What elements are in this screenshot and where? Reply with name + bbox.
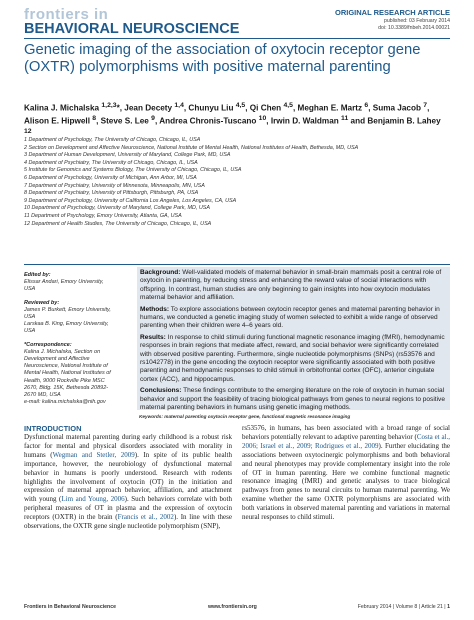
editorial-sidebar [24,272,116,412]
footer-website-link[interactable]: www.frontiersin.org [208,604,257,610]
journal-name: BEHAVIORAL NEUROSCIENCE [24,21,240,37]
reviewed-by-heading: Reviewed by: [24,299,60,306]
conclusions-label: Conclusions: [140,387,182,395]
correspondence-details: Kalina J. Michalska, Section on Development and Affective Neuroscience, National Institute of Mental Health, National Institutes of Health, 9000 Rockville Pike MSC 2670, Bldg. 15K, Bethesda 20892-2670 MD, USA e-mail: kalina.michalska@nih.gov [24,348,111,406]
footer-issue-info [358,604,450,610]
keywords-label: Keywords: [139,414,163,419]
body-text: rs53576, in humans, has been associated with a broad range of social behaviors potentially relevant to adaptive parenting behavior ( [242,424,450,441]
body-text: ). Further elucidating the associations between oxytocinergic polymorphisms and both behavioral and neural phenotypes may provide complementary insight into the role of OT in human parenting. Here we combine functional magnetic resonance imaging (fMRI) and genetic analyses to trace biological pathways from genes to neural circuits to human maternal parenting. We examine whether the same OXTR polymorphisms are associated with both variations in observed maternal parenting and variations in maternal neural responses to child stimuli. [242,441,450,522]
citation-link[interactable]: Costa et al., 2006; Israel et al., 2009; Rodrigues et al., 2009 [242,432,450,450]
body-text: Dysfunctional maternal parenting during early childhood is a robust risk factor for mental and physical disorders associated with morality in humans ( [24,433,232,459]
affiliation: 7 Department of Psychiatry, University of Minnesota, Minneapolis, MN, USA [24,182,205,189]
header-rule [24,38,450,39]
affiliation: 2 Section on Development and Affective Neuroscience, National Institute of Mental Health, National Institutes of Health, Bethesda, MD, USA [24,144,359,151]
doi: doi: 10.3389/fnbeh.2014.00021 [378,25,450,31]
affiliation: 4 Department of Psychiatry, The University of Chicago, Chicago, IL, USA [24,159,198,166]
article-type: ORIGINAL RESEARCH ARTICLE [334,8,450,17]
body-column-right [242,424,450,522]
methods-text: To explore associations between oxytocin receptor genes and maternal parenting behavior in humans, we conducted a genetic imaging study of women selected to exhibit a wide range of observed parenting when their children were 4–6 years old. [140,305,440,330]
abstract-box [137,267,450,410]
page-number: 1 [447,604,450,610]
footer-volume: February 2014 | Volume 8 | Article 21 | [357,604,448,610]
journal-logo-top: frontiers in [24,6,109,23]
affiliation: 8 Department of Psychiatry, University of Pittsburgh, Pittsburgh, PA, USA [24,190,199,197]
citation-link[interactable]: Wegman and Stetler, 2009 [52,450,135,459]
published-date: published: 03 February 2014 [383,18,450,24]
conclusions-text: These findings contribute to the emerging literature on the role of oxytocin in human social behavior and support the feasibility of tracing biological pathways from genes to neural regions to positive maternal parenting behaviors in humans using genetic imaging methods. [140,387,445,412]
results-label: Results: [140,333,166,341]
citation-link[interactable]: Lim and Young, 2006 [61,495,125,504]
affiliation: 5 Institute for Genomics and Systems Biology, The University of Chicago, Chicago, IL, USA [24,167,242,174]
body-text: ). In line with these observations, the OXTR gene single nucleotide polymorphism (SNP), [24,513,232,531]
body-text: ). Such behaviors correlate with both peripheral measures of OT in plasma and the expression of oxytocin receptors (OXTR) in the brain ( [24,495,233,522]
background-label: Background: [140,269,181,276]
keywords-line [139,414,450,420]
body-column-left [24,433,232,531]
correspondence-heading: *Correspondence: [24,341,72,348]
citation-link[interactable]: Francis et al., 2002 [117,513,174,522]
section-rule [24,264,450,265]
author-list: Kalina J. Michalska $^{1,2,3}$*, Jean Decety $^{1,4}$, Chunyu Liu $^{4,5}$, Qi Chen $^{4,5}$, Meghan E. Martz $^6$, Suma Jacob $^7$, Alison E. Hipwell $^8$, Steve S. Lee $^9$, Andrea Chronis-Tuscano $^{10}$, Irwin D. Waldman $^{11}$ and Benjamin B. Lahey $^{12}$ [24,102,441,136]
affiliation: 12 Department of Health Studies, The University of Chicago, Chicago, IL, USA [24,220,212,227]
affiliation: 9 Department of Psychology, University of California Los Angeles, Los Angeles, CA, USA [24,197,237,204]
methods-label: Methods: [140,305,170,313]
abstract-methods [140,306,447,331]
affiliation: 6 Department of Psychology, University of Michigan, Ann Arbor, MI, USA [24,174,197,181]
abstract-conclusions [140,387,447,412]
keywords-text: maternal parenting oxytocin receptor gene, functional magnetic resonance imaging [164,414,351,419]
edited-by-names: Elissar Andari, Emory University, USA [24,279,104,293]
reviewed-by-names: James P. Burkett, Emory University, USA Larskaa B. King, Emory University, USA [24,306,111,335]
affiliation: 3 Department of Human Development, University of Maryland, College Park, MD, USA [24,152,231,159]
abstract-results [140,334,447,384]
body-text: ). In spite of its public health importance, however, the neurobiology of dysfunctional maternal behavior in humans is poorly understood. Research with rodents highlights the involvement of oxytocin (OT) in the initiation and expression of maternal approach behavior, affiliation, and attachment with young ( [24,450,232,504]
affiliation: 1 Department of Psychology, The University of Chicago, Chicago, IL, USA [24,137,201,143]
results-text: In response to child stimuli during functional magnetic resonance imaging (fMRI), hemodynamic responses in brain regions that mediate affect, reward, and social behavior were significantly correlated with observed positive parenting. Furthermore, single nucleotide polymorphisms (SNPs) (rs53576 and rs1042778) in the gene encoding the oxytocin receptor were significantly associated with both positive parenting and hemodynamic responses to child stimuli in orbitofrontal cortex (OFC), anterior cingulate cortex (ACC), and hippocampus. [140,333,445,383]
affiliation-list [24,137,454,228]
background-text: Well-validated models of maternal behavior in small-brain mammals posit a central role of oxytocin in parenting, by reducing stress and enhancing the reward value of social interactions with offspring. In contrast, human studies are only beginning to gain insights into how oxytocin modulates maternal behavior and affiliation. [140,269,442,302]
footer-journal: Frontiers in Behavioral Neuroscience [24,604,116,610]
edited-by-heading: Edited by: [24,272,51,278]
affiliation: 11 Department of Psychology, Emory University, Atlanta, GA, USA [24,212,182,219]
abstract-background [140,269,447,303]
affiliation: 10 Department of Psychology, University of Maryland, College Park, MD, USA [24,205,210,212]
introduction-heading: INTRODUCTION [24,424,82,433]
article-title: Genetic imaging of the association of oxytocin receptor gene (OXTR) polymorphisms with positive maternal parenting [24,42,421,75]
publication-info [378,18,450,32]
